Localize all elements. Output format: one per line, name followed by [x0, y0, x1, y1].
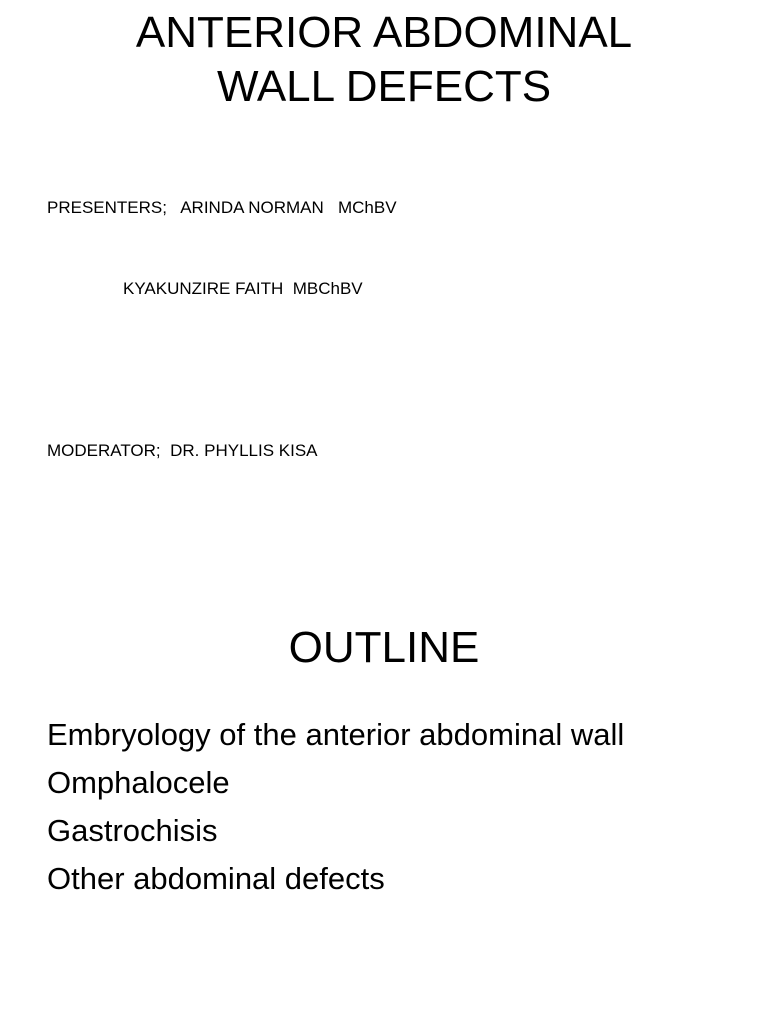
slide-title-line-2: WALL DEFECTS	[216, 62, 552, 111]
presenters-label: PRESENTERS;	[47, 198, 167, 217]
outline-item: Gastrochisis	[47, 813, 218, 848]
slide-title	[0, 6, 768, 114]
slide-title-line-1: ANTERIOR ABDOMINAL	[135, 8, 633, 57]
outline-list	[47, 711, 624, 903]
presenters-row-2	[47, 275, 397, 302]
spacer	[47, 356, 397, 383]
outline-item: Omphalocele	[47, 765, 230, 800]
presenters-row	[47, 194, 397, 221]
outline-item: Other abdominal defects	[47, 861, 385, 896]
outline-item: Embryology of the anterior abdominal wall	[47, 717, 625, 752]
outline-slide	[0, 512, 768, 1024]
moderator-row	[47, 437, 397, 464]
presenter-name-2: KYAKUNZIRE FAITH MBChBV	[123, 279, 363, 298]
moderator-label: MODERATOR;	[47, 441, 161, 460]
moderator-name: DR. PHYLLIS KISA	[170, 441, 318, 460]
credits-block	[47, 140, 397, 518]
presenter-name-1: ARINDA NORMAN MChBV	[180, 198, 397, 217]
outline-title: OUTLINE	[288, 623, 480, 672]
